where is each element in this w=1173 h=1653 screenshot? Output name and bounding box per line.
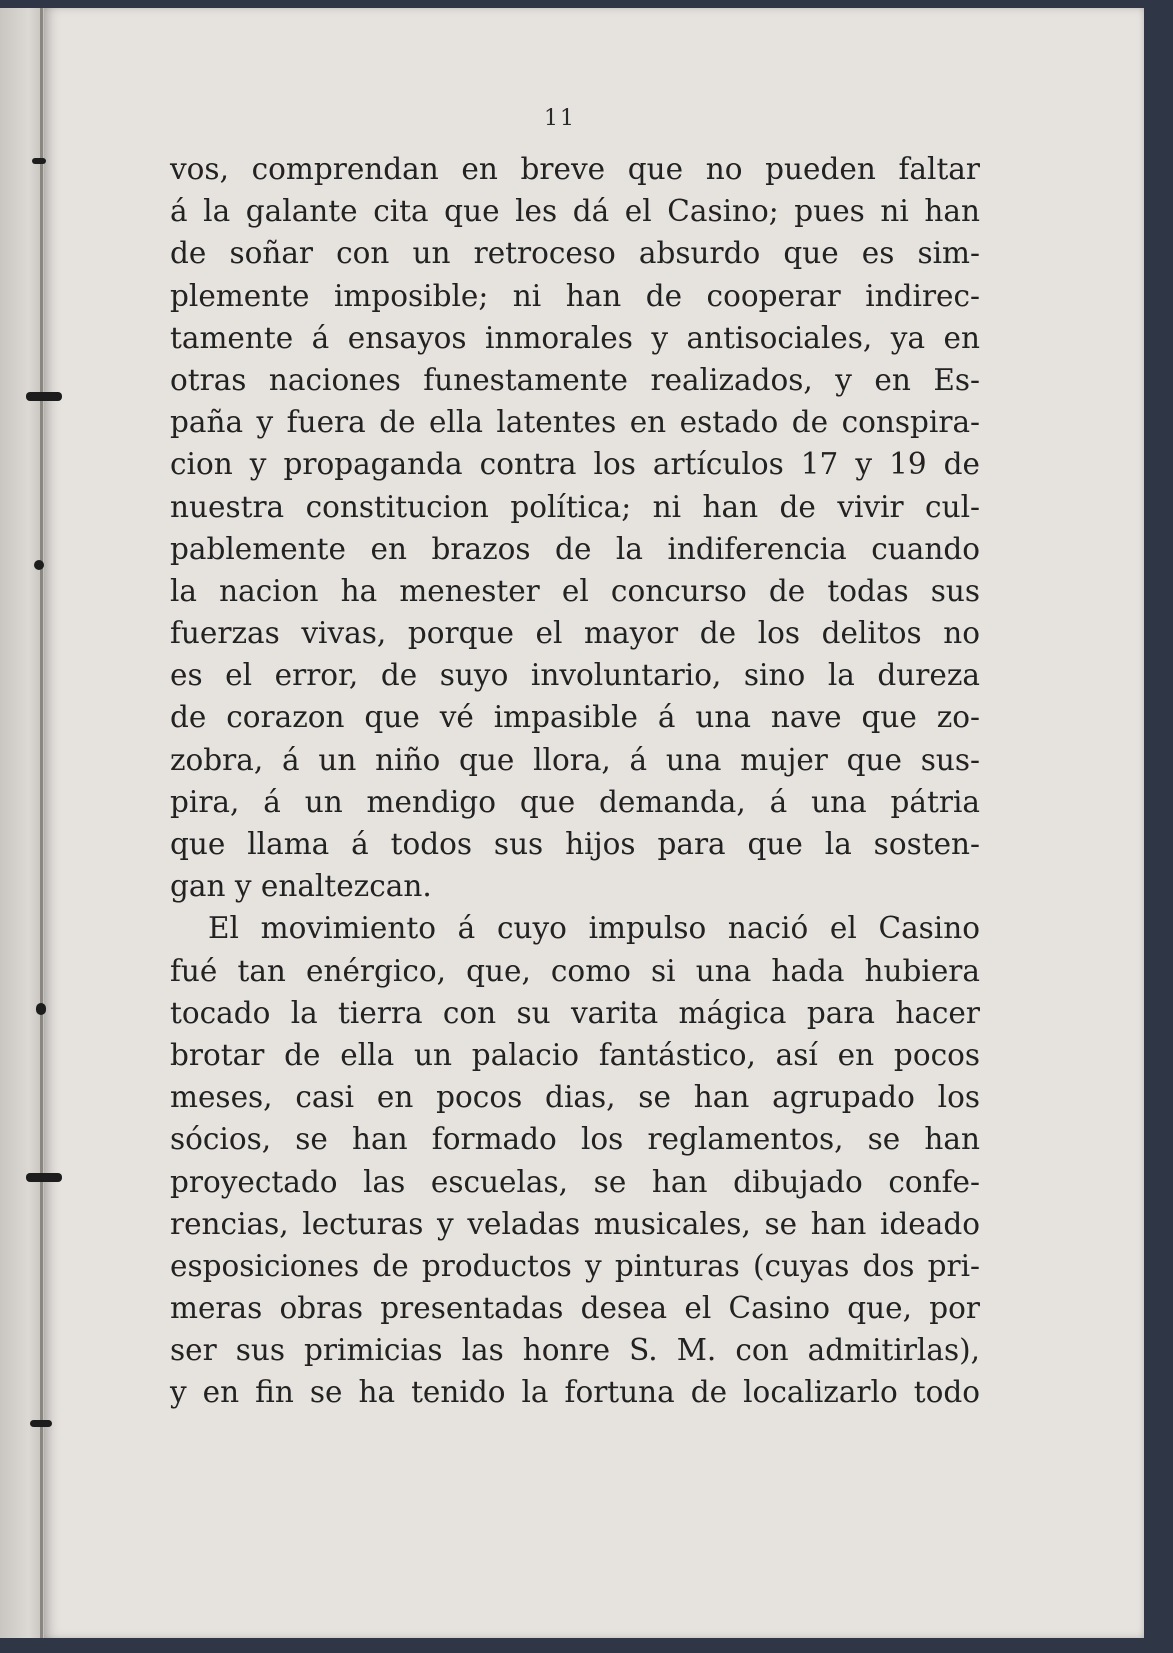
text-line: pira, á un mendigo que demanda, á una pátria — [170, 784, 980, 819]
text-line: paña y fuera de ella latentes en estado de conspira- — [170, 405, 980, 440]
text-line: esposiciones de productos y pinturas (cuyas dos pri- — [170, 1248, 980, 1283]
text-line: ser sus primicias las honre S. M. con admitirlas), — [170, 1333, 980, 1368]
binding-stitch — [30, 1420, 52, 1427]
text-line: zobra, á un niño que llora, á una mujer que sus- — [170, 742, 980, 777]
text-line: gan y enaltezcan. — [170, 869, 432, 904]
text-line: rencias, lecturas y veladas musicales, se han ideado — [170, 1206, 980, 1241]
page-number: 11 — [544, 106, 576, 131]
text-line: y en fin se ha tenido la fortuna de localizarlo todo — [170, 1375, 980, 1410]
text-line: plemente imposible; ni han de cooperar indirec- — [170, 278, 980, 313]
text-line: tocado la tierra con su varita mágica para hacer — [170, 995, 980, 1030]
text-line: proyectado las escuelas, se han dibujado confe- — [170, 1164, 980, 1199]
text-line: es el error, de suyo involuntario, sino la dureza — [170, 658, 980, 693]
text-line: que llama á todos sus hijos para que la sosten- — [170, 827, 980, 861]
body-text — [170, 148, 980, 1414]
text-line: fuerzas vivas, porque el mayor de los delitos no — [170, 616, 980, 651]
text-line: de corazon que vé impasible á una nave que zo- — [170, 700, 980, 735]
text-line: fué tan enérgico, que, como si una hada hubiera — [170, 953, 980, 988]
text-line: otras naciones funestamente realizados, y en Es- — [170, 362, 980, 397]
text-line: El movimiento á cuyo impulso nació el Casino — [208, 911, 980, 946]
binding-stitch — [34, 560, 44, 570]
text-line: tamente á ensayos inmorales y antisociales, ya en — [170, 320, 980, 355]
text-line: meses, casi en pocos dias, se han agrupado los — [170, 1080, 980, 1115]
text-line: cion y propaganda contra los artículos 17 y 19 de — [170, 447, 980, 482]
binding-stitch — [26, 392, 62, 401]
binding-fold — [40, 8, 43, 1638]
text-line: brotar de ella un palacio fantástico, así en pocos — [170, 1037, 980, 1072]
text-line: meras obras presentadas desea el Casino que, por — [170, 1291, 980, 1326]
text-line: de soñar con un retroceso absurdo que es sim- — [170, 236, 980, 271]
text-line: á la galante cita que les dá el Casino; pues ni han — [170, 194, 980, 229]
binding-stitch — [36, 1003, 46, 1015]
text-line: vos, comprendan en breve que no pueden faltar — [170, 152, 980, 186]
text-line: nuestra constitucion política; ni han de vivir cul- — [170, 489, 980, 524]
text-line: pablemente en brazos de la indiferencia cuando — [170, 531, 980, 566]
text-line: sócios, se han formado los reglamentos, se han — [170, 1122, 980, 1157]
binding-stitch — [32, 158, 46, 164]
text-line: la nacion ha menester el concurso de todas sus — [170, 573, 980, 608]
binding-stitch — [26, 1173, 62, 1182]
